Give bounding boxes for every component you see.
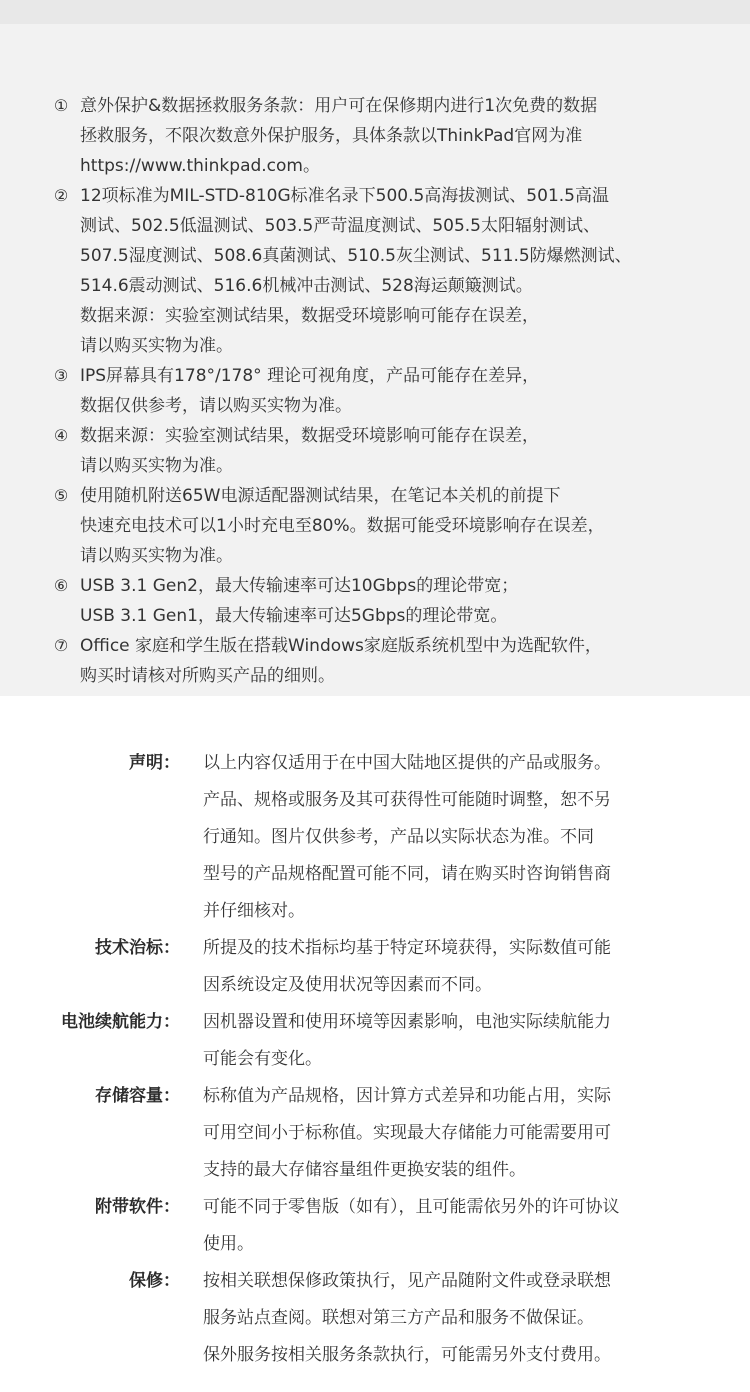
declaration-label: 电池续航能力： xyxy=(61,1012,180,1032)
footnote-number: ⑦ xyxy=(53,636,69,655)
top-divider-strip xyxy=(0,0,750,24)
declaration-body xyxy=(203,745,723,930)
footnote-item xyxy=(0,361,700,421)
footnote-number: ④ xyxy=(53,426,69,445)
declaration-label: 存储容量： xyxy=(95,1086,180,1106)
footnote-text-line: Office 家庭和学生版在搭载Windows家庭版系统机型中为选配软件， xyxy=(80,636,602,656)
footnote-item xyxy=(0,421,700,481)
declaration-body xyxy=(203,930,723,1004)
declaration-text-line: 型号的产品规格配置可能不同，请在购买时咨询销售商 xyxy=(203,864,611,884)
declaration-row xyxy=(0,1263,750,1374)
declaration-label: 声明： xyxy=(129,753,180,773)
footnote-item xyxy=(0,481,700,571)
footnote-text-line: 数据来源：实验室测试结果，数据受环境影响可能存在误差， xyxy=(80,306,539,326)
declaration-text-line: 可能会有变化。 xyxy=(203,1049,322,1069)
footnote-text-line: IPS屏幕具有178°/178° 理论可视角度，产品可能存在差异， xyxy=(80,366,540,386)
footnote-item xyxy=(0,631,700,691)
declaration-text-line: 标称值为产品规格，因计算方式差异和功能占用，实际 xyxy=(203,1086,611,1106)
footnote-item xyxy=(0,91,700,181)
declaration-text-line: 并仔细核对。 xyxy=(203,901,305,921)
footnote-text-line: 测试、502.5低温测试、503.5严苛温度测试、505.5太阳辐射测试、 xyxy=(80,216,601,236)
declaration-text-line: 支持的最大存储容量组件更换安装的组件。 xyxy=(203,1160,526,1180)
declaration-row xyxy=(0,745,750,930)
footnote-text-line: USB 3.1 Gen1，最大传输速率可达5Gbps的理论带宽。 xyxy=(80,606,508,626)
declaration-body xyxy=(203,1263,723,1374)
declaration-text-line: 以上内容仅适用于在中国大陆地区提供的产品或服务。 xyxy=(203,753,611,773)
footnote-text-line: 数据仅供参考，请以购买实物为准。 xyxy=(80,396,352,416)
declaration-row xyxy=(0,930,750,1004)
footnote-text-line: https://www.thinkpad.com。 xyxy=(80,156,320,176)
declaration-label: 附带软件： xyxy=(95,1197,180,1217)
declaration-row xyxy=(0,1004,750,1078)
declaration-body xyxy=(203,1004,723,1078)
declaration-text-line: 所提及的技术指标均基于特定环境获得，实际数值可能 xyxy=(203,938,611,958)
footnote-text-line: 请以购买实物为准。 xyxy=(80,546,233,566)
footnote-text-line: 请以购买实物为准。 xyxy=(80,456,233,476)
footnote-number: ⑤ xyxy=(53,486,69,505)
footnote-item xyxy=(0,571,700,631)
footnote-text-line: 意外保护&数据拯救服务条款：用户可在保修期内进行1次免费的数据 xyxy=(80,96,598,116)
footnote-text-line: 12项标准为MIL-STD-810G标准名录下500.5高海拔测试、501.5高温 xyxy=(80,186,609,206)
footnote-number: ③ xyxy=(53,366,69,385)
declaration-body xyxy=(203,1078,723,1189)
declaration-text-line: 按相关联想保修政策执行，见产品随附文件或登录联想 xyxy=(203,1271,611,1291)
declaration-text-line: 因机器设置和使用环境等因素影响，电池实际续航能力 xyxy=(203,1012,611,1032)
footnote-text-line: 514.6震动测试、516.6机械冲击测试、528海运颠簸测试。 xyxy=(80,276,533,296)
declaration-text-line: 行通知。图片仅供参考，产品以实际状态为准。不同 xyxy=(203,827,594,847)
footnote-text-line: 使用随机附送65W电源适配器测试结果，在笔记本关机的前提下 xyxy=(80,486,561,506)
declaration-body xyxy=(203,1189,723,1263)
footnote-number: ① xyxy=(53,96,69,115)
footnote-text-line: 拯救服务，不限次数意外保护服务，具体条款以ThinkPad官网为准 xyxy=(80,126,583,146)
declaration-text-line: 保外服务按相关服务条款执行，可能需另外支付费用。 xyxy=(203,1345,611,1365)
footnote-text-line: USB 3.1 Gen2，最大传输速率可达10Gbps的理论带宽； xyxy=(80,576,519,596)
declaration-label: 技术治标： xyxy=(95,938,180,958)
footnote-text-line: 507.5湿度测试、508.6真菌测试、510.5灰尘测试、511.5防爆燃测试、 xyxy=(80,246,632,266)
footnote-number: ② xyxy=(53,186,69,205)
footnote-number: ⑥ xyxy=(53,576,69,595)
declaration-text-line: 可用空间小于标称值。实现最大存储能力可能需要用可 xyxy=(203,1123,611,1143)
footnote-text-line: 数据来源：实验室测试结果，数据受环境影响可能存在误差， xyxy=(80,426,539,446)
footnote-text-line: 购买时请核对所购买产品的细则。 xyxy=(80,666,335,686)
footnotes-panel xyxy=(0,24,750,696)
footnote-item xyxy=(0,181,700,361)
declaration-label: 保修： xyxy=(129,1271,180,1291)
footnote-text-line: 请以购买实物为准。 xyxy=(80,336,233,356)
footnotes-list xyxy=(0,91,750,691)
declaration-text-line: 可能不同于零售版（如有），且可能需依另外的许可协议 xyxy=(203,1197,620,1217)
declaration-row xyxy=(0,1078,750,1189)
footnote-text-line: 快速充电技术可以1小时充电至80%。数据可能受环境影响存在误差， xyxy=(80,516,605,536)
declaration-text-line: 产品、规格或服务及其可获得性可能随时调整，恕不另 xyxy=(203,790,611,810)
declaration-text-line: 服务站点查阅。联想对第三方产品和服务不做保证。 xyxy=(203,1308,594,1328)
declarations-list xyxy=(0,745,750,1374)
declaration-text-line: 因系统设定及使用状况等因素而不同。 xyxy=(203,975,492,995)
declaration-row xyxy=(0,1189,750,1263)
declaration-text-line: 使用。 xyxy=(203,1234,254,1254)
